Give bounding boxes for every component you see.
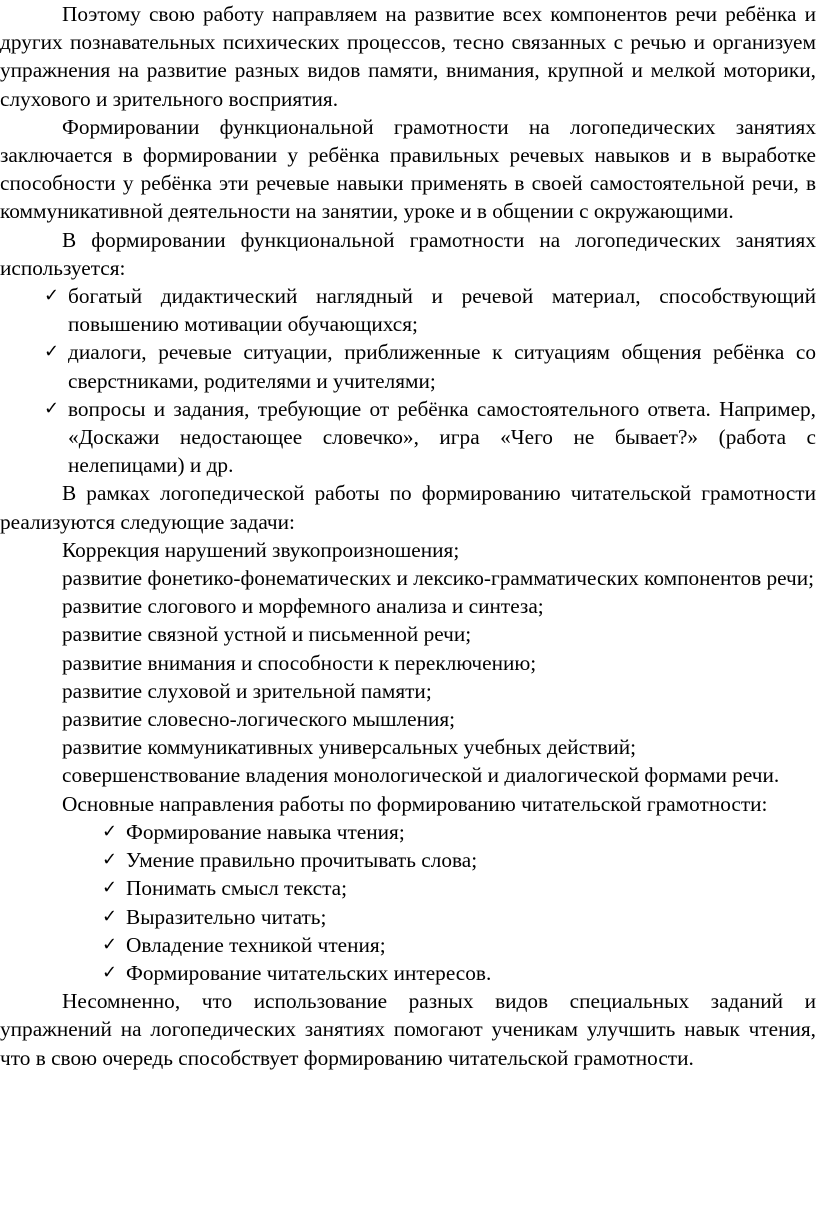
task-item: Коррекция нарушений звукопроизношения;	[62, 537, 460, 562]
list-item-text: Выразительно читать;	[126, 904, 327, 929]
directions-list	[0, 818, 816, 987]
list-item	[102, 931, 816, 959]
used-in-list	[0, 282, 816, 479]
check-icon: ✓	[102, 820, 118, 842]
list-item	[102, 818, 816, 846]
paragraph-definition: Формировании функциональной грамотности на логопедических занятиях заключается в формировании у ребёнка правильных речевых навыков и в выработке способности у ребёнка эти речевые навыки применять в своей самостоятельной речи, в коммуникативной деятельности на занятии, уроке и в общении с окружающими.	[0, 114, 816, 224]
task-item: развитие словесно-логического мышления;	[62, 707, 456, 732]
tasks-list	[0, 536, 816, 790]
paragraph-tasks-intro: В рамках логопедической работы по формированию читательской грамотности реализуются следующие задачи:	[0, 481, 816, 534]
task-item: развитие слуховой и зрительной памяти;	[62, 678, 432, 703]
task-item: развитие внимания и способности к переключению;	[62, 650, 537, 675]
paragraph-directions-intro: Основные направления работы по формированию читательской грамотности:	[62, 791, 768, 816]
check-icon: ✓	[102, 849, 118, 871]
check-icon: ✓	[102, 933, 118, 955]
task-item: развитие коммуникативных универсальных учебных действий;	[62, 735, 637, 760]
check-icon: ✓	[44, 397, 60, 419]
check-icon: ✓	[102, 961, 118, 983]
list-item	[102, 874, 816, 902]
list-item-text: Умение правильно прочитывать слова;	[126, 848, 478, 873]
list-item	[102, 903, 816, 931]
list-item	[44, 395, 816, 480]
task-item: развитие связной устной и письменной речи;	[62, 622, 472, 647]
list-item	[44, 338, 816, 394]
check-icon: ✓	[44, 285, 60, 307]
check-icon: ✓	[44, 341, 60, 363]
list-item-text: Понимать смысл текста;	[126, 876, 348, 901]
check-icon: ✓	[102, 877, 118, 899]
list-item-text: богатый дидактический наглядный и речевой материал, способствующий повышению мотивации обучающихся;	[68, 284, 816, 337]
check-icon: ✓	[102, 905, 118, 927]
task-item: развитие слогового и морфемного анализа и синтеза;	[62, 594, 544, 619]
list-item-text: диалоги, речевые ситуации, приближенные к ситуациям общения ребёнка со сверстниками, родителями и учителями;	[68, 340, 816, 393]
task-item: развитие фонетико-фонематических и лексико-грамматических компонентов речи;	[62, 566, 815, 591]
list-item-text: Овладение техникой чтения;	[126, 932, 386, 957]
list-item	[102, 846, 816, 874]
list-item-text: Формирование читательских интересов.	[126, 960, 492, 985]
list-item-text: вопросы и задания, требующие от ребёнка самостоятельного ответа. Например, «Доскажи недостающее словечко», игра «Чего не бывает?» (работа с нелепицами) и др.	[68, 396, 816, 478]
list-item-text: Формирование навыка чтения;	[126, 819, 405, 844]
list-item	[102, 959, 816, 987]
paragraph-used-in: В формировании функциональной грамотности на логопедических занятиях используется:	[0, 227, 816, 280]
task-item: совершенствование владения монологической и диалогической формами речи.	[62, 763, 780, 788]
paragraph-intro: Поэтому свою работу направляем на развитие всех компонентов речи ребёнка и других познавательных психических процессов, тесно связанных с речью и организуем упражнения на развитие разных видов памяти, внимания, крупной и мелкой моторики, слухового и зрительного восприятия.	[0, 2, 816, 111]
paragraph-conclusion: Несомненно, что использование разных видов специальных заданий и упражнений на логопедических занятиях помогают ученикам улучшить навык чтения, что в свою очередь способствует формированию читательской грамотности.	[0, 989, 816, 1070]
list-item	[44, 282, 816, 338]
